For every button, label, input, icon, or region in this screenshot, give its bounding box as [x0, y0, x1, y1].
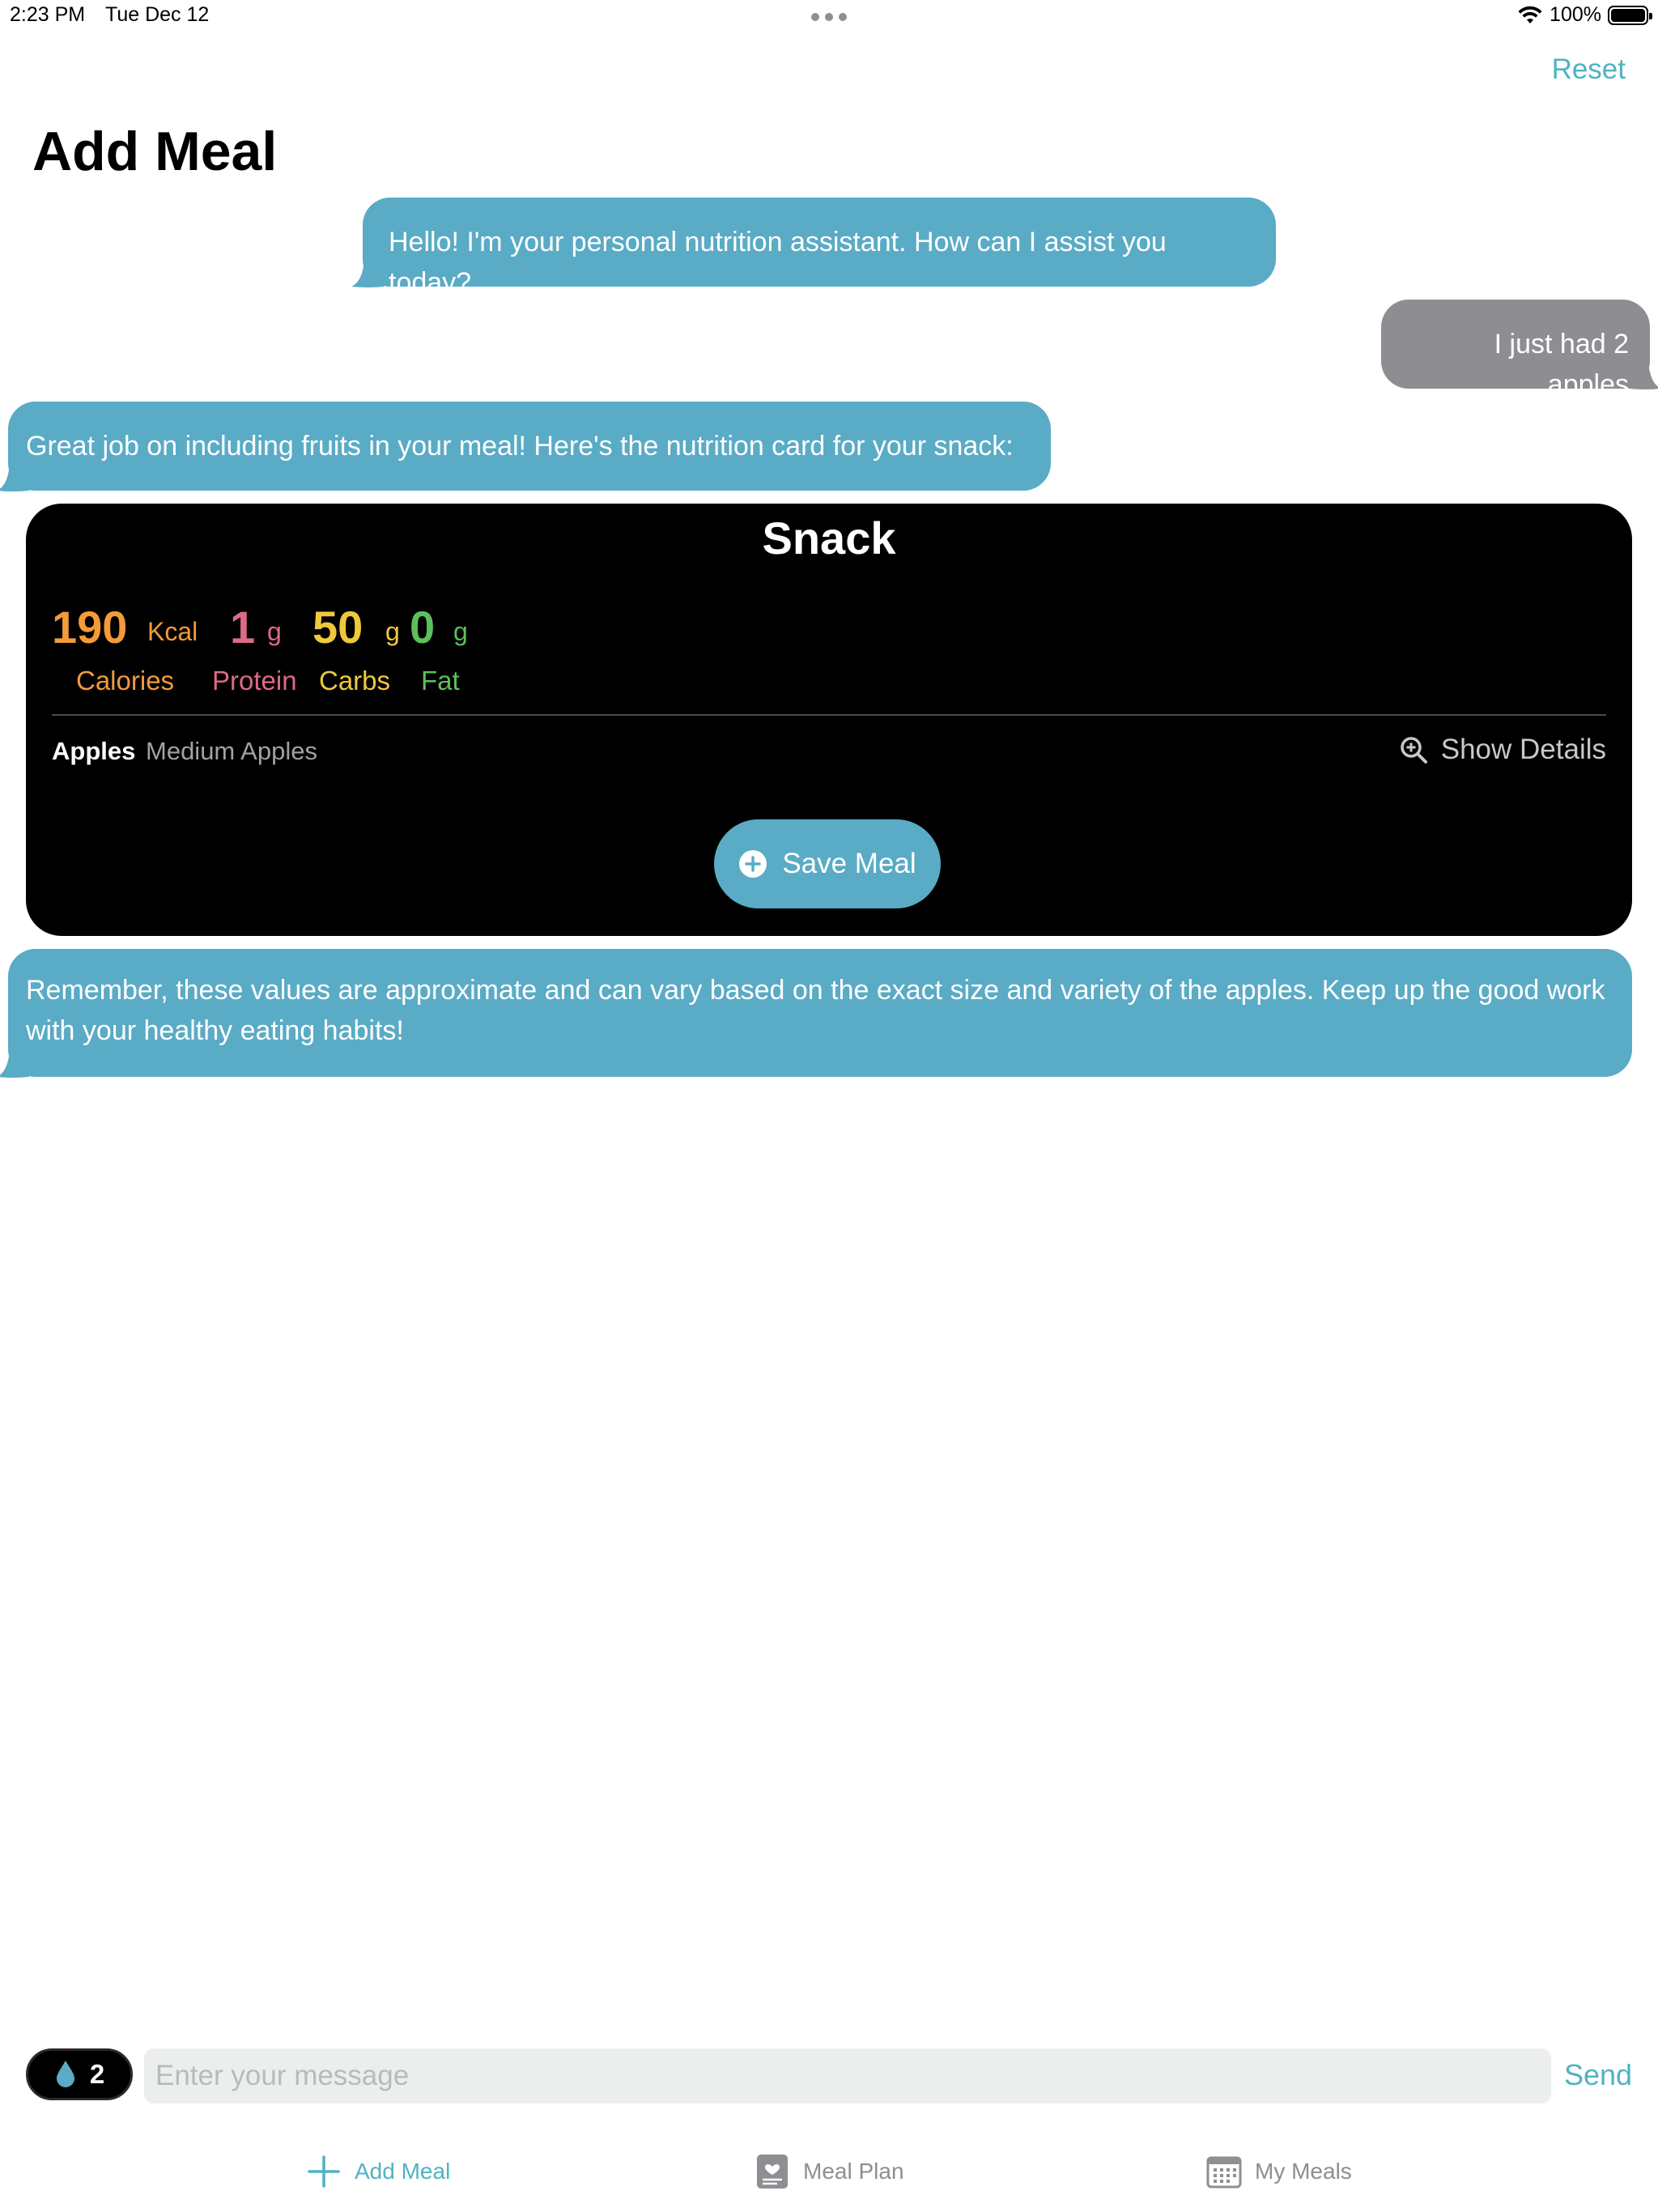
status-indicators: [1517, 3, 1648, 27]
card-divider: [52, 714, 1606, 716]
bubble-tail: [0, 1049, 29, 1078]
calories-unit: Kcal: [147, 617, 198, 646]
protein-value: 1: [230, 602, 256, 653]
message-text: Hello! I'm your personal nutrition assistant. How can I assist you today?: [389, 227, 1167, 298]
bubble-tail: [1629, 361, 1658, 390]
send-button[interactable]: Send: [1564, 2058, 1633, 2091]
message-text: I just had 2 apples: [1494, 329, 1629, 400]
fat-unit: g: [453, 617, 468, 646]
magnifying-glass-plus-icon: [1399, 735, 1428, 764]
fat-label: Fat: [421, 666, 460, 696]
carbs-unit: g: [385, 617, 400, 646]
battery-icon: [1608, 6, 1648, 25]
tab-bar: [0, 2141, 1658, 2212]
bubble-tail: [0, 463, 29, 492]
wifi-icon: [1517, 6, 1543, 25]
tab-meal-plan[interactable]: [755, 2154, 904, 2189]
meal-plan-icon: [755, 2154, 790, 2189]
carbs-value: 50: [312, 602, 363, 653]
carbs-label: Carbs: [319, 666, 391, 696]
message-text: Remember, these values are approximate and can vary based on the exact size and variety of the apples. Keep up the good work with your healthy eating habits!: [26, 975, 1605, 1046]
show-details-button[interactable]: [1399, 734, 1606, 766]
status-date: Tue Dec 12: [105, 3, 210, 26]
tab-label: Add Meal: [355, 2159, 451, 2184]
status-bar: [0, 0, 1658, 36]
bubble-tail: [351, 259, 384, 288]
food-description: Medium Apples: [146, 737, 317, 765]
fat-value: 0: [410, 602, 436, 653]
plus-icon: [306, 2154, 342, 2189]
multitasking-dots-icon[interactable]: [811, 13, 847, 21]
water-count: 2: [89, 2059, 105, 2089]
meal-type-title: Snack: [762, 513, 896, 564]
plus-circle-icon: [738, 849, 767, 878]
message-input[interactable]: [144, 2048, 1551, 2104]
nutrition-card: [26, 504, 1632, 936]
assistant-message: [8, 949, 1632, 1077]
calories-value: 190: [52, 602, 128, 653]
page-title: Add Meal: [32, 121, 278, 182]
calories-label: Calories: [76, 666, 175, 696]
battery-percentage: 100%: [1550, 3, 1601, 26]
tab-my-meals[interactable]: [1206, 2154, 1352, 2189]
tab-add-meal[interactable]: [306, 2154, 450, 2189]
reset-button[interactable]: Reset: [1551, 53, 1626, 85]
show-details-label: Show Details: [1440, 734, 1606, 765]
protein-unit: g: [267, 617, 282, 646]
tab-label: My Meals: [1255, 2159, 1352, 2184]
assistant-message: [363, 198, 1276, 298]
tab-label: Meal Plan: [803, 2159, 904, 2184]
food-name: Apples: [52, 737, 136, 765]
protein-label: Protein: [212, 666, 297, 696]
calendar-icon: [1206, 2154, 1242, 2189]
message-text: Great job on including fruits in your meal! Here's the nutrition card for your snack:: [26, 431, 1014, 462]
assistant-message: [8, 402, 1051, 491]
save-meal-button[interactable]: [714, 819, 941, 908]
save-meal-label: Save Meal: [782, 848, 916, 879]
status-time: 2:23 PM: [10, 3, 86, 26]
water-tracker-badge[interactable]: [26, 2048, 133, 2100]
user-message: [1381, 300, 1650, 400]
water-drop-icon: [54, 2060, 77, 2089]
